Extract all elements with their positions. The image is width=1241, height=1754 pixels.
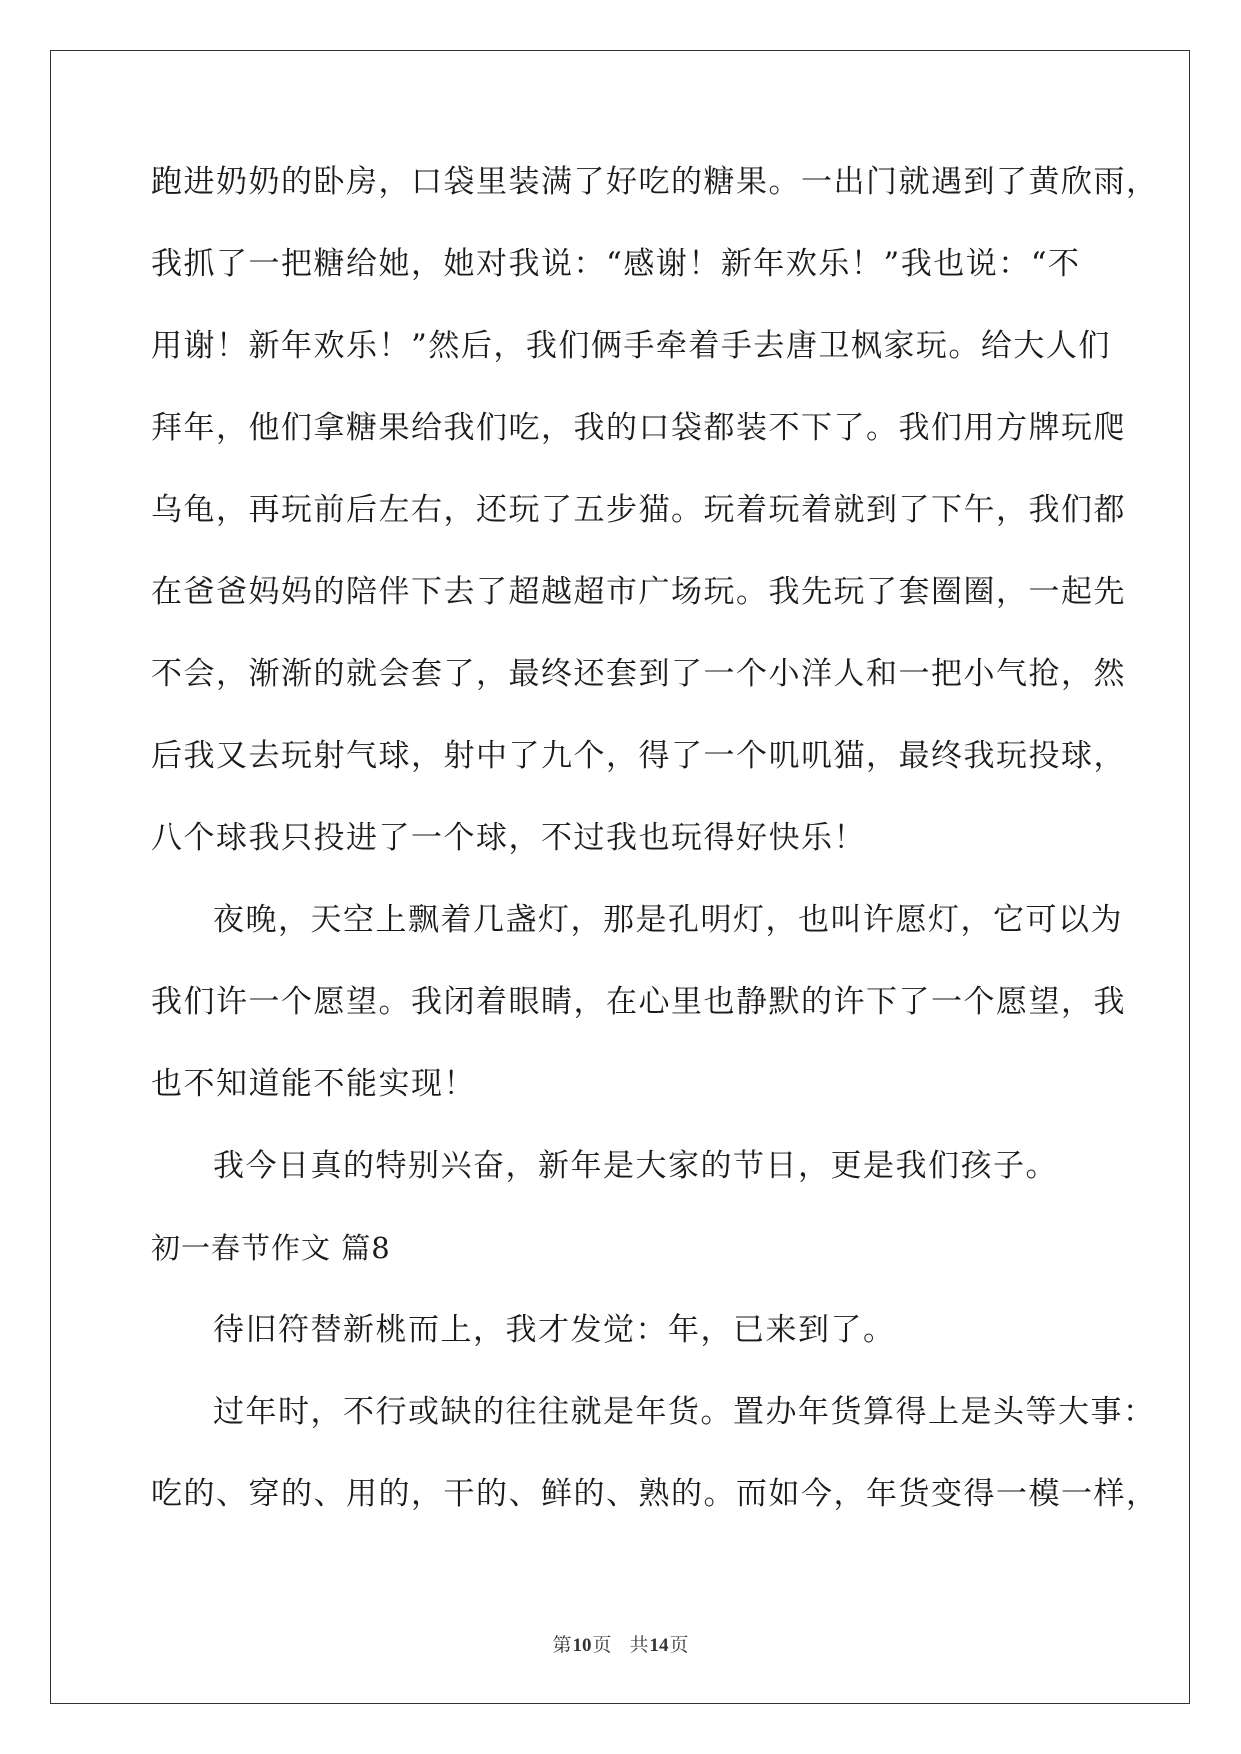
section-heading: 初一春节作文 篇8	[151, 1231, 391, 1265]
paragraph-line: 我们许一个愿望。我闭着眼睛，在心里也静默的许下了一个愿望，我	[151, 984, 1126, 1020]
page-number: 10	[572, 1635, 592, 1656]
paragraph-line: 用谢！新年欢乐！”然后，我们俩手牵着手去唐卫枫家玩。给大人们	[151, 328, 1111, 364]
paragraph-line: 也不知道能不能实现！	[151, 1066, 476, 1102]
paragraph-line: 待旧符替新桃而上，我才发觉：年，已来到了。	[213, 1312, 896, 1348]
paragraph-line: 夜晚，天空上飘着几盏灯，那是孔明灯，也叫许愿灯，它可以为	[213, 902, 1123, 938]
paragraph-line: 吃的、穿的、用的，干的、鲜的、熟的。而如今，年货变得一模一样，	[151, 1476, 1159, 1512]
paragraph-line: 八个球我只投进了一个球，不过我也玩得好快乐！	[151, 820, 866, 856]
total-pages: 14	[649, 1635, 669, 1656]
paragraph-line: 拜年，他们拿糖果给我们吃，我的口袋都装不下了。我们用方牌玩爬	[151, 410, 1126, 446]
footer-total-suffix: 页	[669, 1635, 689, 1656]
paragraph-line: 乌龟，再玩前后左右，还玩了五步猫。玩着玩着就到了下午，我们都	[151, 492, 1126, 528]
paragraph-line: 过年时，不行或缺的往往就是年货。置办年货算得上是头等大事：	[213, 1394, 1156, 1430]
paragraph-line: 不会，渐渐的就会套了，最终还套到了一个小洋人和一把小气抢，然	[151, 656, 1126, 692]
paragraph-line: 后我又去玩射气球，射中了九个，得了一个叽叽猫，最终我玩投球，	[151, 738, 1126, 774]
footer-prefix: 第	[552, 1635, 572, 1656]
paragraph-line: 我抓了一把糖给她，她对我说：“感谢！新年欢乐！”我也说：“不	[151, 246, 1081, 282]
document-body	[151, 158, 1159, 1552]
footer-page-suffix: 页	[592, 1635, 612, 1656]
paragraph-line: 跑进奶奶的卧房，口袋里装满了好吃的糖果。一出门就遇到了黄欣雨，	[151, 164, 1159, 200]
paragraph-line: 在爸爸妈妈的陪伴下去了超越超市广场玩。我先玩了套圈圈，一起先	[151, 574, 1126, 610]
footer-total-prefix: 共	[629, 1635, 649, 1656]
page-footer	[0, 1630, 1241, 1657]
paragraph-line: 我今日真的特别兴奋，新年是大家的节日，更是我们孩子。	[213, 1148, 1058, 1184]
